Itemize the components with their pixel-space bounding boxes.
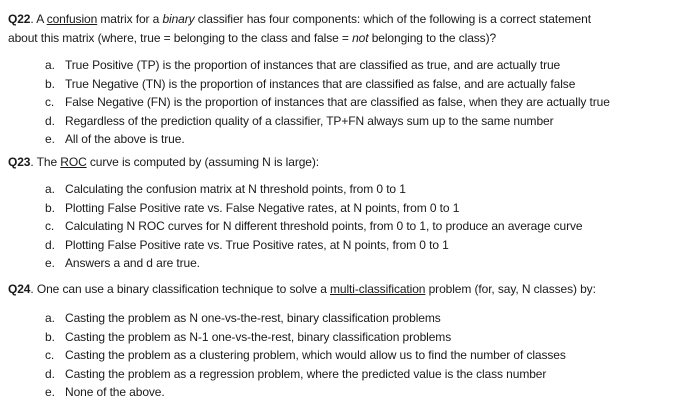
option-text: Calculating the confusion matrix at N threshold points, from 0 to 1 <box>65 182 406 196</box>
option-letter: b. <box>45 200 55 215</box>
option-row <box>8 217 692 236</box>
question-q22-options <box>8 56 692 149</box>
question-q22-number: Q22 <box>8 12 31 26</box>
option-row <box>8 383 692 402</box>
prompt-text: . The <box>30 154 61 169</box>
question-q24-number: Q24 <box>8 281 31 296</box>
option-letter: c. <box>45 219 55 233</box>
option-row <box>8 236 692 255</box>
prompt-text: . A <box>30 12 47 26</box>
option-text: True Positive (TP) is the proportion of instances that are classified as true, and are actually true <box>65 58 561 72</box>
question-q22 <box>8 10 692 149</box>
option-row <box>8 309 692 328</box>
option-letter: d. <box>45 113 55 128</box>
option-letter: e. <box>45 385 55 399</box>
option-row <box>8 199 692 218</box>
question-q24 <box>8 280 692 402</box>
prompt-text: curve is computed by (assuming N is large): <box>86 154 319 169</box>
question-q24-prompt <box>8 280 692 299</box>
question-q24-options <box>8 309 692 402</box>
option-text: Plotting False Positive rate vs. True Positive rates, at N points, from 0 to 1 <box>65 237 449 252</box>
prompt-text: matrix for a <box>97 12 163 26</box>
option-letter: d. <box>45 237 55 252</box>
question-q23-number: Q23 <box>8 154 31 169</box>
option-row <box>8 130 692 149</box>
italic-term-binary: binary <box>162 12 195 26</box>
option-letter: e. <box>45 256 55 270</box>
option-text: Casting the problem as N one-vs-the-rest, binary classification problems <box>65 311 441 325</box>
underlined-term-multi-classification: multi-classification <box>330 281 426 296</box>
option-text: All of the above is true. <box>65 132 185 146</box>
underlined-term-roc: ROC <box>60 154 87 169</box>
option-letter: a. <box>45 182 55 196</box>
option-row <box>8 75 692 94</box>
option-row <box>8 56 692 75</box>
option-letter: e. <box>45 132 55 146</box>
italic-term-not: not <box>352 30 369 45</box>
option-letter: a. <box>45 58 55 72</box>
option-row <box>8 365 692 384</box>
option-text: False Negative (FN) is the proportion of instances that are classified as false, when they are actually true <box>65 95 610 109</box>
option-text: Casting the problem as a clustering problem, which would allow us to find the number of classes <box>65 348 566 362</box>
option-row <box>8 254 692 273</box>
option-row <box>8 328 692 347</box>
option-text: Regardless of the prediction quality of a classifier, TP+FN always sum up to the same number <box>65 113 554 128</box>
prompt-text: about this matrix (where, true = belonging to the class and false = <box>8 30 353 45</box>
option-text: Calculating N ROC curves for N different threshold points, from 0 to 1, to produce an average curve <box>65 219 583 233</box>
option-letter: b. <box>45 329 55 344</box>
prompt-text: classifier has four components: which of the following is a correct statement <box>194 12 591 26</box>
option-text: Answers a and d are true. <box>65 256 200 270</box>
option-row <box>8 112 692 131</box>
underlined-term-confusion: confusion <box>46 12 98 26</box>
option-row <box>8 93 692 112</box>
option-text: Plotting False Positive rate vs. False Negative rates, at N points, from 0 to 1 <box>65 200 460 215</box>
option-letter: c. <box>45 95 55 109</box>
prompt-text: problem (for, say, N classes) by: <box>425 281 596 296</box>
prompt-text: belonging to the class)? <box>368 30 497 45</box>
option-text: True Negative (TN) is the proportion of instances that are classified as false, and are actually false <box>65 76 576 91</box>
option-letter: c. <box>45 348 55 362</box>
prompt-text: . One can use a binary classification technique to solve a <box>30 281 330 296</box>
question-q23-options <box>8 180 692 273</box>
option-text: Casting the problem as a regression problem, where the predicted value is the class number <box>65 366 547 381</box>
option-row <box>8 346 692 365</box>
question-q23-prompt <box>8 153 692 172</box>
question-q22-prompt <box>8 10 692 47</box>
option-letter: b. <box>45 76 55 91</box>
option-letter: a. <box>45 311 55 325</box>
option-text: None of the above. <box>65 385 165 399</box>
question-q23 <box>8 153 692 273</box>
option-row <box>8 180 692 199</box>
option-text: Casting the problem as N-1 one-vs-the-rest, binary classification problems <box>65 329 452 344</box>
option-letter: d. <box>45 366 55 381</box>
